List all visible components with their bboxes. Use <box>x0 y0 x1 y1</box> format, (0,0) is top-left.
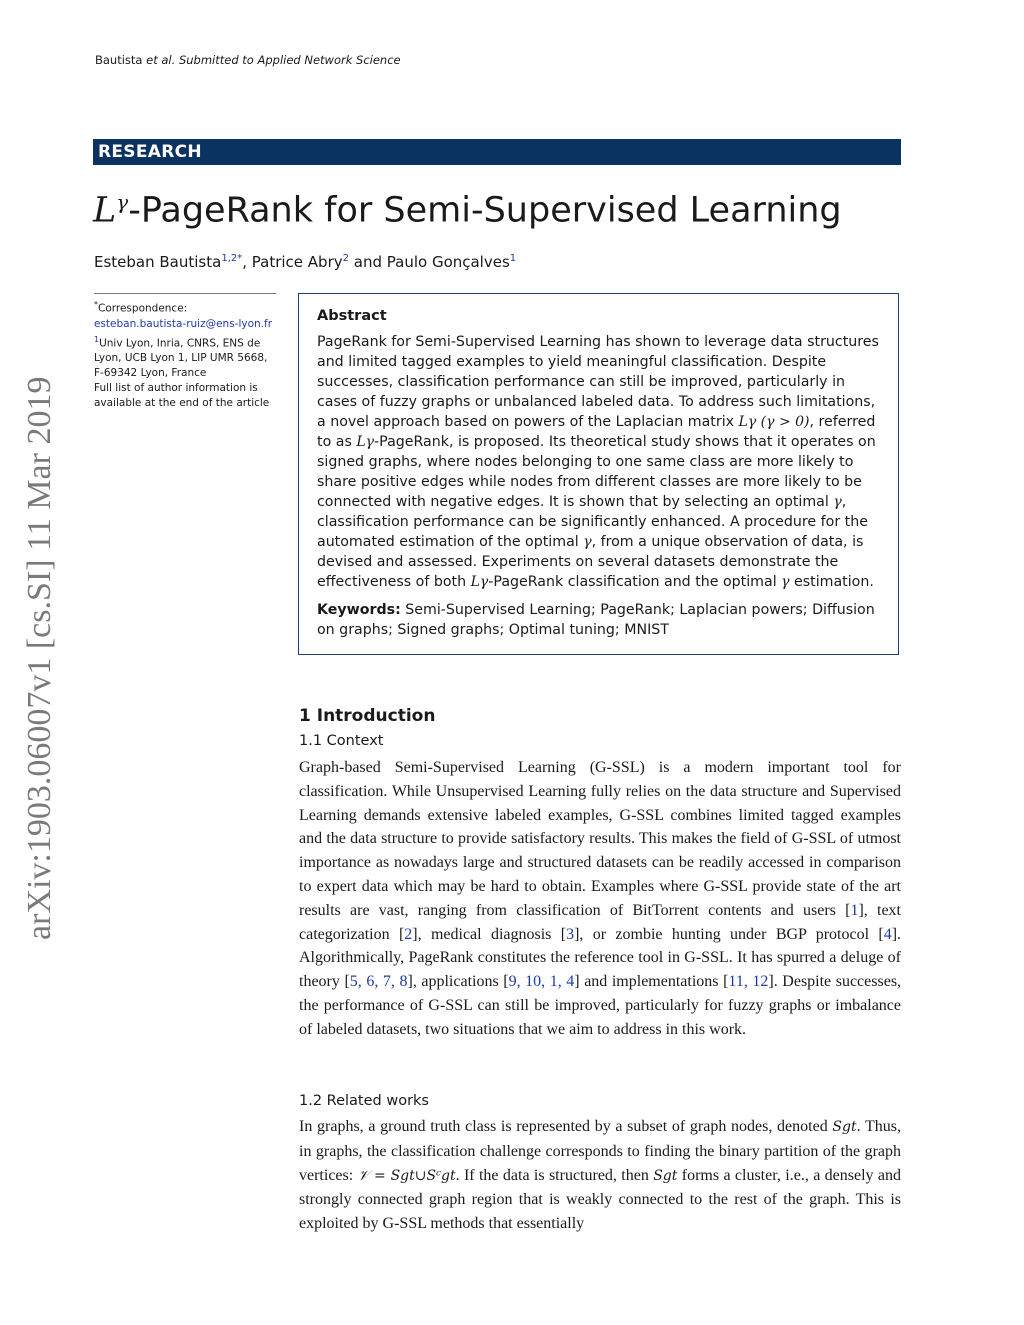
sidenotes <box>94 297 278 411</box>
text-run: ], or zombie hunting under BGP protocol [ <box>574 925 884 943</box>
abstract-math: γ <box>583 534 592 550</box>
header-etal: et al. <box>146 53 176 67</box>
paper-title <box>93 190 842 231</box>
abstract-part: -PageRank, is proposed. Its theoretical study shows that it operates on signed graphs, where nodes belonging to one same class are more likely to share positive edges while nodes from different classes are more likely to be connected with negative edges. It is shown that by selecting an optimal <box>317 434 876 510</box>
author-1: Esteban Bautista <box>94 253 222 271</box>
inline-math: Sgt <box>653 1167 678 1184</box>
affiliation-mark: 1 <box>94 334 100 344</box>
sidenote-divider <box>94 293 276 294</box>
author-2: , Patrice Abry <box>242 253 343 271</box>
citation-link[interactable]: 1 <box>850 901 859 919</box>
affiliation-text: Univ Lyon, Inria, CNRS, ENS de Lyon, UCB Lyon 1, LIP UMR 5668, F-69342 Lyon, France <box>94 337 268 379</box>
keywords-list: Semi-Supervised Learning; PageRank; Laplacian powers; Diffusion on graphs; Signed graphs; Optimal tuning; MNIST <box>317 602 875 638</box>
subsection-heading-related-works: 1.2 Related works <box>299 1093 429 1109</box>
text-run: ]. Algorithmically, PageRank constitutes the reference tool in G-SSL. It has spurred a deluge of theory [ <box>299 925 902 991</box>
correspondence-line <box>94 297 278 317</box>
text-run: . If the data is structured, then <box>455 1166 654 1184</box>
text-run: In graphs, a ground truth class is represented by a subset of graph nodes, denoted <box>299 1118 833 1135</box>
abstract-math: Lγ (γ > 0) <box>738 414 810 430</box>
paragraph-context <box>299 756 901 1042</box>
author-3: and Paulo Gonçalves <box>349 253 510 271</box>
abstract-part: -PageRank classification and the optimal <box>488 574 782 590</box>
correspondence-email-link[interactable]: esteban.bautista-ruiz@ens-lyon.fr <box>94 317 273 330</box>
text-run: . Thus, in graphs, the classification challenge corresponds to finding the binary partition of the graph vertices: <box>299 1118 901 1184</box>
keywords-label: Keywords: <box>317 602 401 618</box>
header-author: Bautista <box>95 53 143 67</box>
arxiv-stamp: arXiv:1903.06007v1 [cs.SI] 11 Mar 2019 <box>21 376 58 940</box>
abstract-math: Lγ <box>356 434 375 450</box>
paragraph-related-works <box>299 1115 901 1236</box>
text-run: ] and implementations [ <box>574 973 729 991</box>
abstract-math: γ <box>833 494 842 510</box>
research-banner <box>93 139 901 165</box>
citation-link[interactable]: 11, 12 <box>728 973 769 991</box>
inline-math: Sgt <box>832 1119 857 1135</box>
section-heading-introduction: 1 Introduction <box>299 706 436 726</box>
author-3-affil[interactable]: 1 <box>509 253 517 264</box>
abstract-keywords <box>317 600 885 640</box>
abstract-part: PageRank for Semi-Supervised Learning has shown to leverage data structures and limited tagged examples to yield meaningful classification. Despite successes, classification performance can still be improved, particularly in cases of fuzzy graphs or unbalanced labeled data. To address such limitations, a novel approach based on powers of the Laplacian matrix <box>317 334 879 430</box>
abstract-box <box>298 293 899 655</box>
header-journal: Submitted to Applied Network Science <box>178 53 401 67</box>
abstract-part: , referred to as <box>317 414 876 450</box>
text-run: Graph-based Semi-Supervised Learning (G-SSL) is a modern important tool for classification. While Unsupervised Learning fully relies on the data structure and Supervised Learning demands extensive labeled examples, G-SSL combines limited tagged examples and the data structure to provide satisfactory results. This makes the field of G-SSL of utmost importance as nowadays large and structured datasets can be readily accessed in comparison to expert data which may be hard to obtain. Examples where G-SSL provide state of the art results are vast, ranging from classification of BitTorrent contents and users [ <box>299 759 901 919</box>
text-run: ], medical diagnosis [ <box>412 925 567 943</box>
citation-link[interactable]: 4 <box>883 925 892 943</box>
text-run: ], text categorization [ <box>299 901 901 943</box>
inline-math: 𝒱 = Sgt∪Sᶜgt <box>357 1167 456 1184</box>
affiliation-line <box>94 332 278 382</box>
more-info-note: Full list of author information is available at the end of the article <box>94 382 270 409</box>
citation-link[interactable]: 9, 10, 1, 4 <box>508 973 575 991</box>
running-header <box>95 53 401 67</box>
abstract-text <box>317 332 885 592</box>
author-2-affil[interactable]: 2 <box>342 253 349 264</box>
author-1-affil[interactable]: 1,2* <box>221 253 243 264</box>
abstract-part: , classification performance can be significantly enhanced. A procedure for the automated estimation of the optimal <box>317 494 868 550</box>
title-exponent: γ <box>116 190 129 214</box>
text-run: ], applications [ <box>407 973 509 991</box>
correspondence-label: Correspondence: <box>98 302 188 315</box>
title-symbol: L <box>93 190 117 231</box>
citation-link[interactable]: 2 <box>404 925 413 943</box>
citation-link[interactable]: 5, 6, 7, 8 <box>349 973 408 991</box>
text-run: ]. Despite successes, the performance of G-SSL can still be improved, particularly for fuzzy graphs or imbalance of labeled datasets, two situations that we aim to address in this work. <box>299 973 902 1038</box>
abstract-part: , from a unique observation of data, is devised and assessed. Experiments on several datasets demonstrate the effectiveness of both <box>317 534 864 590</box>
correspondence-mark: * <box>94 300 98 309</box>
citation-link[interactable]: 3 <box>566 925 575 943</box>
subsection-heading-context: 1.1 Context <box>299 733 384 749</box>
research-label: RESEARCH <box>98 142 202 162</box>
abstract-math: Lγ <box>470 574 489 590</box>
abstract-heading: Abstract <box>317 308 387 324</box>
abstract-math: γ <box>781 574 790 590</box>
abstract-part: estimation. <box>789 574 874 590</box>
text-run: forms a cluster, i.e., a densely and strongly connected graph region that is weakly connected to the rest of the graph. This is exploited by G-SSL methods that essentially <box>299 1166 901 1233</box>
title-text: -PageRank for Semi-Supervised Learning <box>128 190 842 231</box>
author-line <box>94 253 516 271</box>
